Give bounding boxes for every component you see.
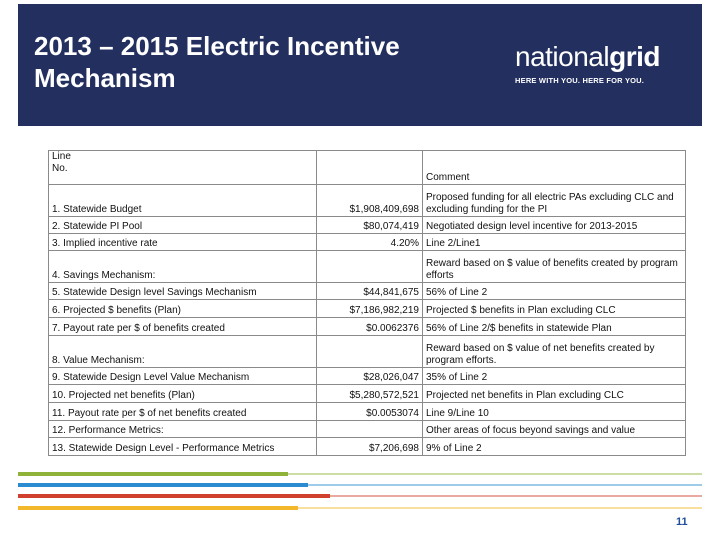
line-comment: 56% of Line 2 bbox=[423, 283, 686, 300]
line-value: $0.0062376 bbox=[317, 318, 423, 336]
line-label: 2. Statewide PI Pool bbox=[49, 217, 317, 234]
line-value bbox=[317, 421, 423, 438]
line-comment: Projected $ benefits in Plan excluding CLC bbox=[423, 300, 686, 318]
line-label: 10. Projected net benefits (Plan) bbox=[49, 385, 317, 403]
line-value: $7,206,698 bbox=[317, 438, 423, 456]
table-row bbox=[49, 318, 686, 336]
page-number: 11 bbox=[676, 516, 688, 528]
logo-wordmark bbox=[515, 42, 685, 72]
accent-bar-blue bbox=[18, 483, 308, 487]
table-row bbox=[49, 421, 686, 438]
accent-bar-green-light bbox=[288, 473, 702, 475]
table-row bbox=[49, 385, 686, 403]
table-row bbox=[49, 283, 686, 300]
line-comment: Reward based on $ value of net benefits created by program efforts. bbox=[423, 336, 686, 368]
table-row bbox=[49, 234, 686, 251]
line-label: 6. Projected $ benefits (Plan) bbox=[49, 300, 317, 318]
line-value: $1,908,409,698 bbox=[317, 185, 423, 217]
line-label: 11. Payout rate per $ of net benefits created bbox=[49, 403, 317, 421]
accent-bar-blue-light bbox=[308, 484, 702, 486]
line-label: 5. Statewide Design level Savings Mechanism bbox=[49, 283, 317, 300]
line-value: $28,026,047 bbox=[317, 368, 423, 385]
line-label: 8. Value Mechanism: bbox=[49, 336, 317, 368]
accent-bar-yellow-light bbox=[298, 507, 702, 509]
line-comment: Negotiated design level incentive for 2013-2015 bbox=[423, 217, 686, 234]
line-value bbox=[317, 251, 423, 283]
table-row bbox=[49, 300, 686, 318]
line-value: $44,841,675 bbox=[317, 283, 423, 300]
table-header-row bbox=[49, 151, 686, 185]
logo-word-bold: grid bbox=[609, 41, 660, 72]
line-value: $80,074,419 bbox=[317, 217, 423, 234]
logo-tagline: HERE WITH YOU. HERE FOR YOU. bbox=[515, 76, 645, 85]
line-label: 3. Implied incentive rate bbox=[49, 234, 317, 251]
line-no-header: Line No. bbox=[49, 151, 317, 185]
line-comment: 35% of Line 2 bbox=[423, 368, 686, 385]
accent-bar-green bbox=[18, 472, 288, 476]
accent-bar-red-light bbox=[330, 495, 702, 497]
line-comment: Projected net benefits in Plan excluding CLC bbox=[423, 385, 686, 403]
line-label: 7. Payout rate per $ of benefits created bbox=[49, 318, 317, 336]
table-row bbox=[49, 217, 686, 234]
comment-header: Comment bbox=[423, 151, 686, 185]
line-comment: Line 2/Line1 bbox=[423, 234, 686, 251]
line-label: 1. Statewide Budget bbox=[49, 185, 317, 217]
value-header bbox=[317, 151, 423, 185]
line-value bbox=[317, 336, 423, 368]
logo-word-light: national bbox=[515, 41, 610, 72]
line-label: 13. Statewide Design Level - Performance Metrics bbox=[49, 438, 317, 456]
line-comment: Other areas of focus beyond savings and value bbox=[423, 421, 686, 438]
table-row bbox=[49, 368, 686, 385]
line-label: 4. Savings Mechanism: bbox=[49, 251, 317, 283]
line-value: 4.20% bbox=[317, 234, 423, 251]
line-comment: 9% of Line 2 bbox=[423, 438, 686, 456]
table-row bbox=[49, 251, 686, 283]
accent-bar-yellow bbox=[18, 506, 298, 510]
accent-bar-red bbox=[18, 494, 330, 498]
line-value: $5,280,572,521 bbox=[317, 385, 423, 403]
table-row bbox=[49, 185, 686, 217]
line-label: 12. Performance Metrics: bbox=[49, 421, 317, 438]
line-comment: 56% of Line 2/$ benefits in statewide Plan bbox=[423, 318, 686, 336]
table-row bbox=[49, 438, 686, 456]
national-grid-logo bbox=[515, 42, 685, 85]
line-comment: Reward based on $ value of benefits created by program efforts bbox=[423, 251, 686, 283]
line-value: $0.0053074 bbox=[317, 403, 423, 421]
slide-title: 2013 – 2015 Electric Incentive Mechanism bbox=[34, 31, 400, 93]
line-value: $7,186,982,219 bbox=[317, 300, 423, 318]
line-label: 9. Statewide Design Level Value Mechanism bbox=[49, 368, 317, 385]
line-comment: Line 9/Line 10 bbox=[423, 403, 686, 421]
table-row bbox=[49, 336, 686, 368]
incentive-table bbox=[48, 150, 686, 456]
table-row bbox=[49, 403, 686, 421]
line-comment: Proposed funding for all electric PAs excluding CLC and excluding funding for the PI bbox=[423, 185, 686, 217]
